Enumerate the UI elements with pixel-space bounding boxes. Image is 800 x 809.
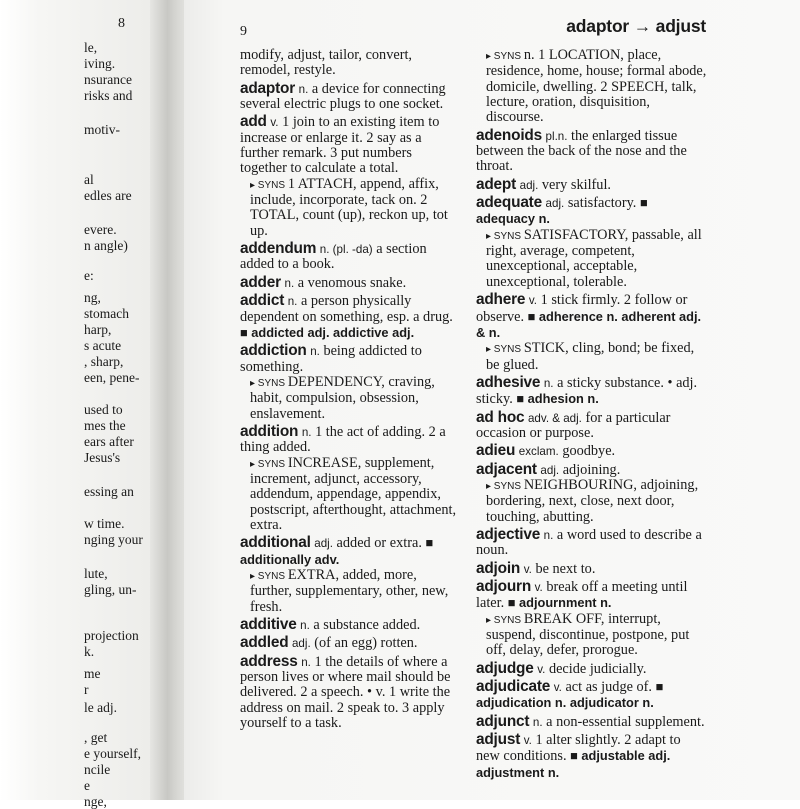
left-fragment: ng,	[84, 290, 101, 305]
definition: the enlarged tissue between the back of the nose and the throat.	[476, 127, 687, 175]
left-fragment: gling, un-	[84, 582, 137, 597]
dictionary-entry	[476, 714, 708, 730]
part-of-speech: n.	[287, 295, 298, 309]
headword: adieu	[476, 442, 516, 460]
definition: 1 alter slightly. 2 adapt to new conditions.	[476, 732, 681, 765]
definition: a non-essential supplement.	[546, 713, 705, 730]
synonyms	[476, 48, 708, 126]
left-fragment: used to	[84, 402, 123, 417]
derived-forms: ■ adjudication n. adjudicator n.	[476, 679, 664, 711]
dictionary-entry	[240, 275, 460, 291]
left-fragment: een, pene-	[84, 370, 140, 385]
definition: act as judge of.	[565, 679, 652, 696]
left-fragment: w time.	[84, 516, 125, 531]
headword: addict	[240, 292, 285, 310]
definition: adjoining.	[562, 461, 621, 478]
synonyms-text: NEIGHBOURING, adjoining, bordering, next, close, next door, touching, abutting.	[486, 476, 699, 525]
left-fragment: harp,	[84, 322, 112, 337]
synonyms-text: INCREASE, supplement, increment, adjunct, accessory, addendum, appendage, appendix, postscript, afterthought, attachment, extra.	[250, 454, 457, 533]
headword: address	[240, 652, 298, 670]
left-fragment: , sharp,	[84, 354, 124, 369]
definition: 1 the details of where a person lives or where mail should be delivered. 2 a speech. • v. 1 write the address on mail. 2 speak to. 3 apply yourself to a task.	[240, 653, 451, 732]
headword: adhere	[476, 291, 526, 309]
dictionary-entry	[476, 292, 708, 373]
headword: adjudicate	[476, 678, 551, 696]
headword: addiction	[240, 342, 307, 360]
definition: for a particular occasion or purpose.	[476, 409, 671, 441]
dictionary-entry	[476, 561, 708, 577]
headword: adjacent	[476, 460, 537, 478]
left-fragment: s acute	[84, 338, 122, 353]
left-fragment: me	[84, 666, 101, 681]
synonyms-text: DEPENDENCY, craving, habit, compulsion, obsession, enslavement.	[250, 373, 435, 422]
right-page	[184, 0, 800, 800]
guide-words: adaptor → adjust	[566, 16, 706, 36]
dictionary-entry	[240, 114, 460, 239]
left-fragment: lute,	[84, 566, 108, 581]
part-of-speech: v.	[523, 562, 532, 576]
dictionary-entry	[476, 195, 708, 290]
left-fragment: motiv-	[84, 122, 120, 137]
definition: satisfactory.	[567, 195, 637, 212]
derived-forms: ■ adherence n. adherent adj. & n.	[476, 308, 702, 340]
synonyms-icon: ▸ SYNS	[250, 377, 288, 389]
headword: addition	[240, 422, 299, 440]
left-fragment: stomach	[84, 306, 129, 321]
synonyms	[476, 612, 708, 659]
dictionary-entry	[476, 579, 708, 659]
synonyms	[476, 478, 708, 525]
left-fragment: Jesus's	[84, 450, 121, 465]
column-right	[476, 48, 708, 783]
synonyms	[476, 341, 708, 373]
part-of-speech: adv. & adj.	[527, 411, 582, 425]
derived-forms: ■ adjustable adj. adjustment n.	[476, 748, 671, 780]
part-of-speech: n.	[301, 655, 311, 669]
headword: additional	[240, 534, 311, 552]
dictionary-entry	[240, 343, 460, 422]
part-of-speech: adj.	[291, 637, 311, 651]
synonyms-text: BREAK OFF, interrupt, suspend, discontinue, postpone, put off, delay, defer, prorogue.	[486, 610, 690, 659]
definition: 1 stick firmly. 2 follow or observe.	[476, 292, 688, 325]
part-of-speech: n.	[284, 276, 295, 290]
synonyms-text: SATISFACTORY, passable, all right, average, competent, unexceptional, acceptable, unexceptional, tolerable.	[486, 226, 702, 290]
left-fragment: iving.	[84, 56, 116, 71]
part-of-speech: v.	[528, 294, 538, 308]
synonyms-icon: ▸ SYNS	[486, 480, 524, 492]
definition: decide judicially.	[548, 660, 647, 677]
synonyms	[240, 456, 460, 534]
part-of-speech: v.	[270, 116, 279, 130]
left-fragment: , get	[84, 730, 108, 745]
headword: adept	[476, 175, 517, 193]
definition: being addicted to something.	[240, 343, 422, 375]
left-fragment: projection	[84, 628, 139, 643]
synonyms	[240, 568, 460, 615]
derived-forms: ■ adequacy n.	[476, 195, 648, 227]
headword: add	[240, 113, 267, 131]
left-fragment: e:	[84, 268, 94, 283]
part-of-speech: n.	[301, 425, 312, 439]
part-of-speech: n.	[298, 82, 309, 96]
left-fragment: nsurance	[84, 72, 132, 87]
left-fragment: edles are	[84, 188, 132, 203]
definition: added or extra.	[336, 535, 422, 552]
dictionary-entry	[476, 177, 708, 193]
headword: adhesive	[476, 373, 541, 391]
dictionary-entry	[240, 293, 460, 341]
definition: break off a meeting until later.	[476, 579, 688, 612]
definition: a word used to describe a noun.	[476, 526, 702, 559]
left-fragment: mes the	[84, 418, 126, 433]
definition: a venomous snake.	[297, 274, 407, 291]
part-of-speech: pl.n.	[545, 129, 568, 143]
definition: 1 join to an existing item to increase or enlarge it. 2 say as a further remark. 3 put numbers together to calculate a total.	[240, 114, 440, 177]
part-of-speech: v.	[553, 681, 562, 695]
dictionary-entry	[476, 443, 708, 459]
left-fragment: evere.	[84, 222, 117, 237]
left-fragment: le,	[84, 40, 98, 55]
left-fragment: ncile	[84, 762, 111, 777]
left-fragment: nge,	[84, 794, 107, 809]
left-fragment: n angle)	[84, 238, 128, 253]
continued-text: modify, adjust, tailor, convert, remodel, restyle.	[240, 47, 413, 79]
part-of-speech: n.	[532, 715, 543, 729]
synonyms-icon: ▸ SYNS	[486, 614, 524, 626]
dictionary-entry	[240, 424, 460, 533]
dictionary-entry	[476, 679, 708, 712]
part-of-speech: n.	[543, 376, 554, 390]
definition: a device for connecting several electric plugs to one socket.	[240, 80, 446, 113]
headword: addled	[240, 634, 289, 652]
headword: adjudge	[476, 659, 534, 677]
synonyms-text: EXTRA, added, more, further, supplementary, other, new, fresh.	[250, 567, 449, 615]
synonyms-text: n. 1 LOCATION, place, residence, home, house; formal abode, domicile, dwelling. 2 SPEECH, talk, lecture, oration, disquisition, discourse.	[486, 47, 707, 126]
definition: very skilful.	[541, 176, 611, 193]
dictionary-entry	[240, 241, 460, 273]
part-of-speech: v.	[523, 734, 532, 748]
synonyms-icon: ▸ SYNS	[250, 458, 288, 470]
headword: adder	[240, 273, 281, 291]
left-fragment: ears after	[84, 434, 134, 449]
part-of-speech: n.	[543, 528, 554, 542]
headword: adaptor	[240, 79, 296, 97]
left-fragment: e yourself,	[84, 746, 141, 761]
derived-forms: ■ additionally adv.	[240, 535, 434, 567]
synonyms	[476, 228, 708, 290]
part-of-speech: n.	[300, 619, 310, 633]
headword: addendum	[240, 240, 317, 258]
left-fragment: e	[84, 778, 90, 793]
synonyms-text: STICK, cling, bond; be fixed, be glued.	[486, 340, 695, 373]
part-of-speech: adj.	[314, 537, 333, 551]
headword: adjective	[476, 525, 541, 543]
part-of-speech: adj.	[519, 178, 539, 192]
dictionary-entry	[476, 661, 708, 677]
part-of-speech: v.	[537, 662, 546, 676]
left-fragment: k.	[84, 644, 95, 659]
dictionary-entry	[476, 375, 708, 408]
synonyms-icon: ▸ SYNS	[250, 179, 288, 191]
dictionary-entry	[240, 535, 460, 615]
part-of-speech: n.	[310, 345, 320, 359]
synonyms-icon: ▸ SYNS	[486, 230, 524, 242]
dictionary-entry	[240, 617, 460, 633]
headword: adjunct	[476, 712, 530, 730]
synonyms	[240, 177, 460, 239]
left-page-number: 8	[118, 16, 125, 31]
page-number: 9	[240, 24, 247, 39]
derived-forms: ■ adhesion n.	[516, 391, 599, 407]
definition: (of an egg) rotten.	[314, 635, 418, 652]
headword: adenoids	[476, 126, 542, 144]
dictionary-entry	[476, 462, 708, 525]
dictionary-entry	[476, 527, 708, 559]
synonyms-icon: ▸ SYNS	[486, 344, 524, 356]
dictionary-entry	[476, 410, 708, 442]
headword: adjoin	[476, 559, 521, 577]
headword: adequate	[476, 194, 542, 212]
definition: a sticky substance. • adj. sticky.	[476, 374, 698, 408]
column-left	[240, 48, 460, 733]
synonyms	[240, 375, 460, 422]
left-fragment: le adj.	[84, 700, 117, 715]
part-of-speech: adj.	[540, 463, 560, 477]
dictionary-entry	[240, 654, 460, 732]
definition: 1 the act of adding. 2 a thing added.	[240, 423, 446, 456]
left-fragment: al	[84, 172, 94, 187]
left-page	[0, 0, 170, 809]
left-fragment: essing an	[84, 484, 134, 499]
left-fragment: nging your	[84, 532, 143, 547]
synonyms-icon: ▸ SYNS	[486, 51, 524, 62]
derived-forms: ■ adjournment n.	[507, 595, 612, 611]
part-of-speech: v.	[534, 581, 543, 594]
definition: a section added to a book.	[240, 241, 427, 273]
dictionary-entry	[240, 81, 460, 113]
definition: goodbye.	[562, 443, 616, 460]
dictionary-entry	[476, 48, 708, 126]
left-fragment: r	[84, 682, 89, 697]
dictionary-entry	[476, 128, 708, 175]
dictionary-entry	[476, 732, 708, 781]
headword: ad hoc	[476, 408, 525, 426]
part-of-speech: exclam.	[518, 445, 559, 459]
headword: adjourn	[476, 578, 532, 595]
dictionary-entry	[240, 635, 460, 651]
part-of-speech: n. (pl. -da)	[319, 243, 373, 257]
synonyms-icon: ▸ SYNS	[250, 571, 288, 582]
headword: additive	[240, 616, 297, 634]
headword: adjust	[476, 731, 521, 749]
synonyms-text: 1 ATTACH, append, affix, include, incorporate, tack on. 2 TOTAL, count (up), reckon up, tot up.	[250, 175, 448, 239]
left-fragment: risks and	[84, 88, 133, 103]
definition: be next to.	[535, 560, 596, 577]
derived-forms: ■ addicted adj. addictive adj.	[240, 324, 415, 340]
dictionary-entry	[240, 48, 460, 79]
definition: a person physically dependent on something, esp. a drug.	[240, 293, 453, 325]
definition: a substance added.	[313, 617, 421, 634]
part-of-speech: adj.	[545, 197, 565, 211]
